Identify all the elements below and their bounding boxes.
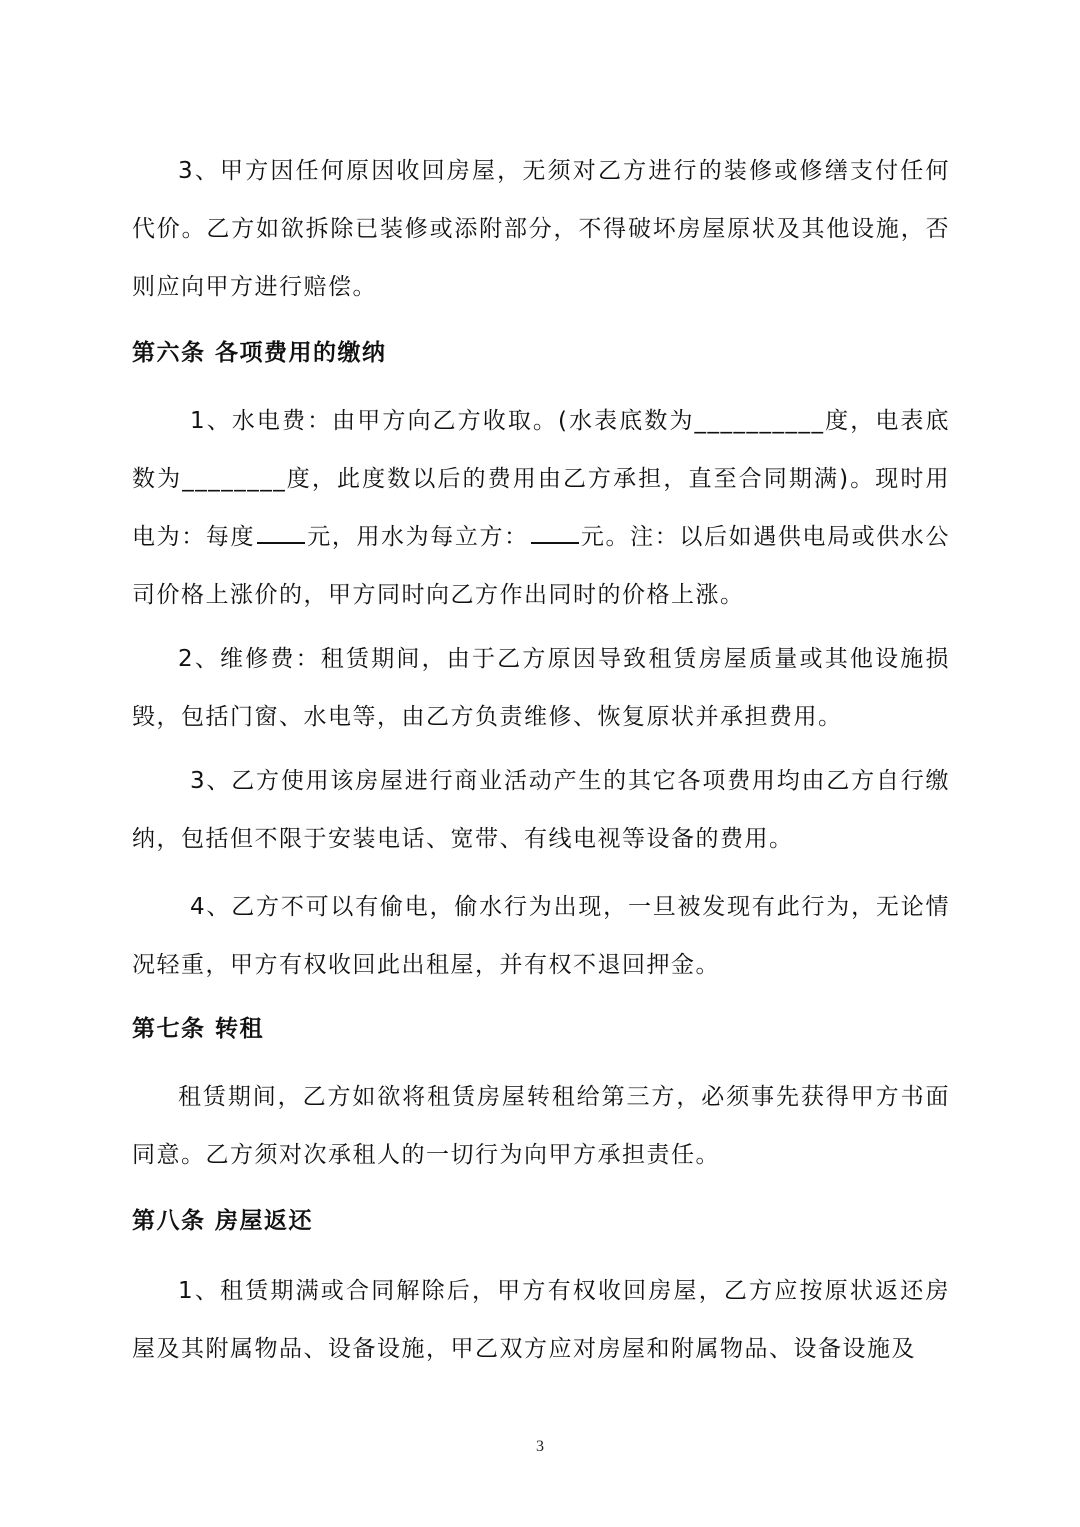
section6-item1-text-b: 元，用水为每立方： [307,524,529,550]
section7-heading: 第七条 转租 [132,1016,265,1042]
section6-heading: 第六条 各项费用的缴纳 [132,340,387,366]
section8-heading: 第八条 房屋返还 [132,1208,314,1234]
section7-body-paragraph: 租赁期间，乙方如欲将租赁房屋转租给第三方，必须事先获得甲方书面同意。乙方须对次承租人的一切行为向甲方承担责任。 [132,1084,950,1168]
section6-item1-text-a: 1、水电费：由甲方向乙方收取。(水表底数为__________度，电表底数为________度，此度数以后的费用由乙方承担，直至合同期满)。现时用电为：每度 [132,408,950,550]
section6-item4-paragraph: 4、乙方不可以有偷电，偷水行为出现，一旦被发现有此行为，无论情况轻重，甲方有权收回此出租屋，并有权不退回押金。 [132,894,950,978]
section6-item3-paragraph: 3、乙方使用该房屋进行商业活动产生的其它各项费用均由乙方自行缴纳，包括但不限于安装电话、宽带、有线电视等设备的费用。 [132,768,950,852]
electricity-price-blank [257,522,305,544]
water-price-blank [531,522,579,544]
section6-item2-paragraph: 2、维修费：租赁期间，由于乙方原因导致租赁房屋质量或其他设施损毁，包括门窗、水电等，由乙方负责维修、恢复原状并承担费用。 [132,646,950,730]
section5-item3-paragraph: 3、甲方因任何原因收回房屋，无须对乙方进行的装修或修缮支付任何代价。乙方如欲拆除已装修或添附部分，不得破坏房屋原状及其他设施，否则应向甲方进行赔偿。 [132,158,950,300]
section8-item1-paragraph: 1、租赁期满或合同解除后，甲方有权收回房屋，乙方应按原状返还房屋及其附属物品、设备设施，甲乙双方应对房屋和附属物品、设备设施及 [132,1278,950,1362]
section6-item1-text-c: 元。注：以后如遇供电局或供水公司价格上涨价的，甲方同时向乙方作出同时的价格上涨。 [132,524,951,608]
section6-item1-paragraph [132,392,950,624]
page-number: 3 [536,1438,544,1455]
